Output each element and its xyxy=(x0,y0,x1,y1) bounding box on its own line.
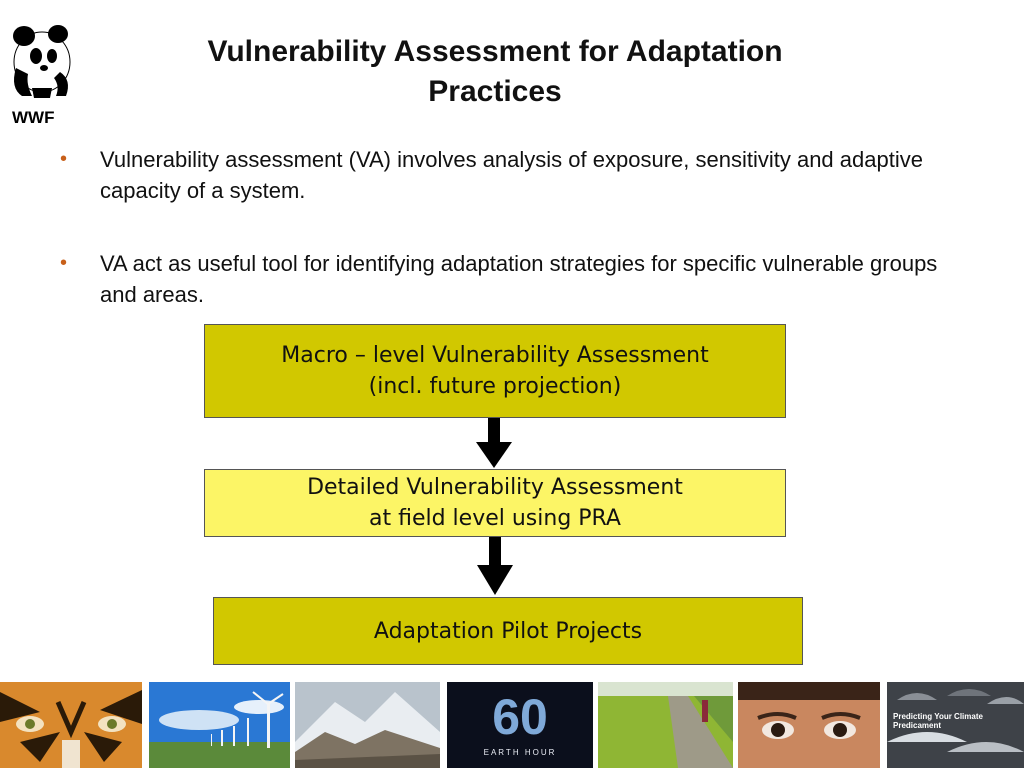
photo-strip xyxy=(0,682,1024,768)
wwf-logo-text: WWF xyxy=(12,108,55,127)
bullet-item xyxy=(60,144,980,206)
panda-icon xyxy=(2,18,82,102)
bullet-list xyxy=(60,144,980,352)
flow-step-label: Detailed Vulnerability Assessment at field level using PRA xyxy=(307,475,683,531)
bullet-text: Vulnerability assessment (VA) involves analysis of exposure, sensitivity and adaptive capacity of a system. xyxy=(100,147,923,203)
rice-field-photo xyxy=(598,682,733,768)
mountains-photo xyxy=(295,682,440,768)
arrow-down-icon xyxy=(477,537,513,597)
umbrellas-photo xyxy=(887,682,1024,768)
earth-hour-number: 60 xyxy=(492,689,548,745)
flow-step-macro xyxy=(204,324,786,418)
bullet-item xyxy=(60,248,980,310)
wwf-logo xyxy=(2,18,82,127)
umbrellas-caption: Predicting Your Climate Predicament xyxy=(893,712,983,730)
bullet-marker: • xyxy=(60,252,68,274)
flow-step-pilot xyxy=(213,597,803,665)
flow-step-label: Macro – level Vulnerability Assessment (incl. future projection) xyxy=(281,343,709,399)
earth-hour-label: EARTH HOUR xyxy=(483,748,557,757)
slide-title: Vulnerability Assessment for Adaptation Practices xyxy=(207,35,783,108)
bullet-text: VA act as useful tool for identifying adaptation strategies for specific vulnerable groups and areas. xyxy=(100,251,938,307)
arrow-down-icon xyxy=(476,418,512,470)
tiger-photo xyxy=(0,682,142,768)
wind-turbines-photo xyxy=(149,682,290,768)
flow-step-label: Adaptation Pilot Projects xyxy=(373,618,643,644)
child-face-photo xyxy=(738,682,880,768)
flow-step-detailed xyxy=(204,469,786,537)
bullet-marker: • xyxy=(60,148,68,170)
earth-hour-photo xyxy=(447,682,593,768)
